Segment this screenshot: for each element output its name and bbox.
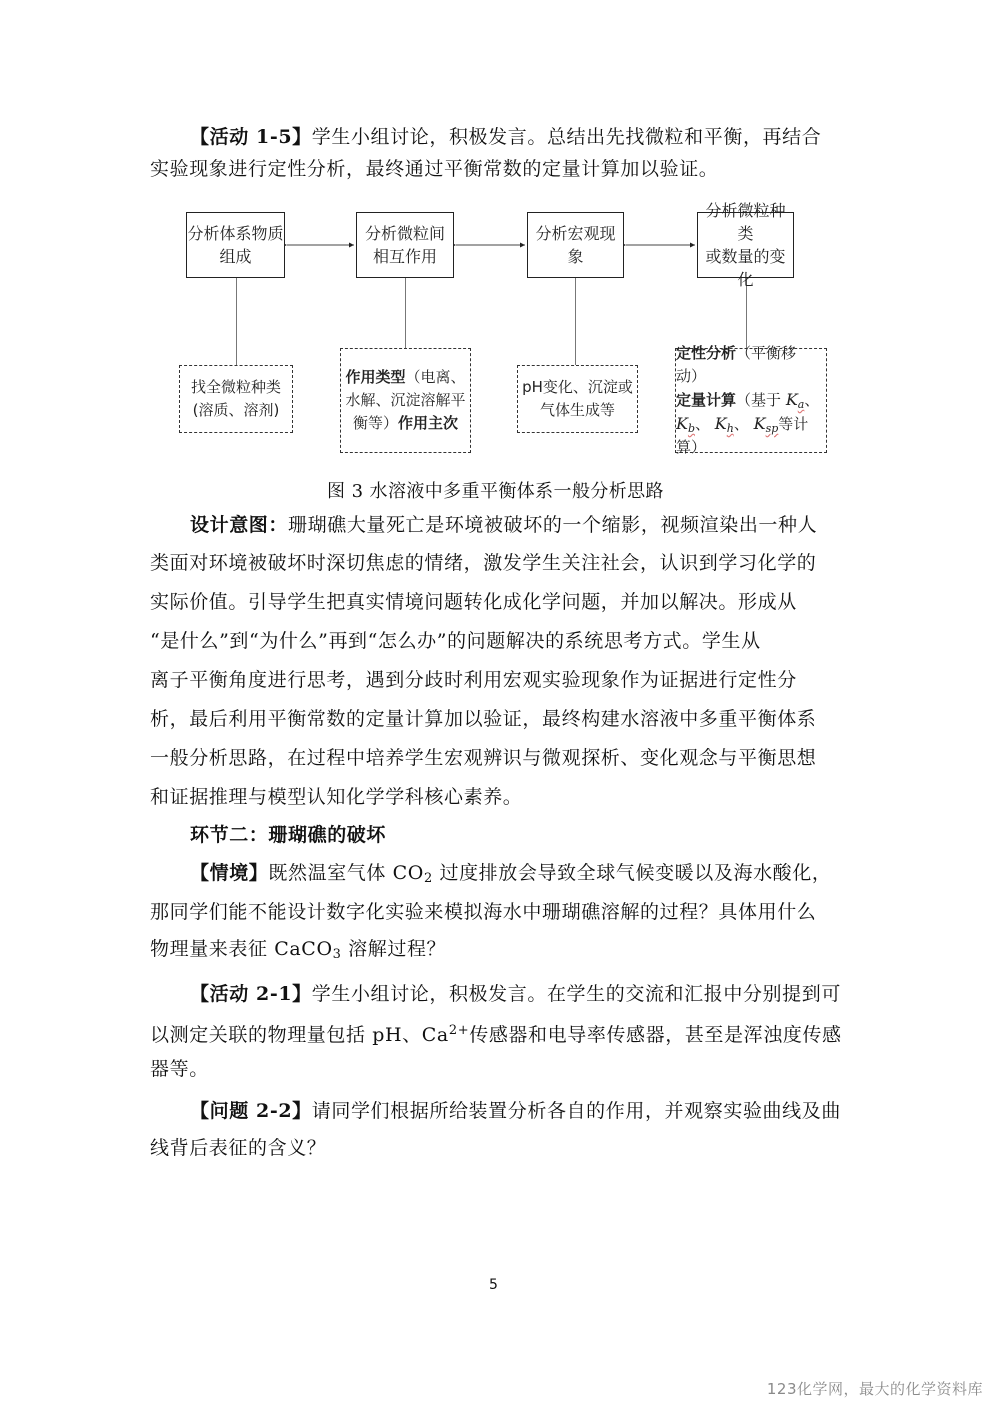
connector-2 [405,277,406,348]
box-text: 分析宏观现象 [535,224,616,266]
subscript: 2 [423,871,433,886]
k-symbol: $K_{sp}$ [753,414,779,435]
box-text: 分析体系物质 [187,224,284,243]
section-heading: 环节二：珊瑚礁的破坏 [190,824,387,846]
box-text: 或数量的变化 [705,247,786,289]
box-text: 等计算） [676,415,809,456]
activity-1-5-line2: 实验现象进行定性分析，最终通过平衡常数的定量计算加以验证。 [150,158,719,180]
activity-tag: 【活动 2-1】 [190,983,312,1005]
bottom-box-interaction-type [340,348,471,453]
text: 传感器和电导率传感器，甚至是浑浊度传感 [469,1024,842,1046]
question-2-2-line2: 线背后表征的含义？ [150,1137,327,1159]
text: 过度排放会导致全球气候变暖以及海水酸化， [432,862,832,884]
activity-2-1-line3: 器等。 [150,1058,209,1080]
text: 溶解过程？ [341,938,447,960]
box-text: 组成 [219,247,252,266]
bottom-box-phenomena [517,365,638,433]
box-text: 气体生成等 [539,401,615,419]
design-intent-line: 一般分析思路，在过程中培养学生宏观辨识与微观探析、变化观念与平衡思想 [150,747,817,769]
connector-1 [236,277,237,365]
top-box-interaction [356,212,454,278]
box-text: pH变化、沉淀或 [522,378,633,396]
bottom-box-particles [179,365,293,433]
activity-tag: 【活动 1-5】 [190,126,312,148]
text: 珊瑚礁大量死亡是环境被破坏的一个缩影，视频渲染出一种人 [288,514,818,536]
top-box-macro [527,212,624,278]
top-box-change [697,201,794,289]
design-intent-label: 设计意图： [190,514,289,536]
box-text: 找全微粒种类 [190,378,281,396]
design-intent-line1 [190,514,890,536]
text: 以测定关联的物理量包括 pH、Ca [150,1024,449,1046]
bold-label: 定量计算 [676,391,737,409]
design-intent-line: 离子平衡角度进行思考，遇到分歧时利用宏观实验现象作为证据进行定性分 [150,669,797,691]
diagram-connectors [0,0,991,470]
k-symbol: $K_a$ [785,390,805,411]
design-intent-line: 类面对环境被破坏时深切焦虑的情绪，激发学生关注社会，认识到学习化学的 [150,552,817,574]
box-text: （平衡移动） [676,344,797,385]
question-2-2-line1 [190,1100,890,1122]
design-intent-line: 实际价值。引导学生把真实情境问题转化成化学问题，并加以解决。形成从 [150,591,797,613]
text: 请同学们根据所给装置分析各自的作用，并观察实验曲线及曲 [311,1100,841,1122]
activity-2-1-line1 [190,983,890,1005]
situation-line1 [190,862,890,884]
figure-caption: 图 3 水溶液中多重平衡体系一般分析思路 [327,481,664,502]
bottom-box-analysis [675,344,827,456]
box-text: （基于 [736,391,782,409]
connector-3 [575,277,576,365]
box-text: 水解、沉淀溶解平 [345,391,466,409]
separator: 、 [695,415,711,433]
top-box-composition [186,212,285,278]
text: 学生小组讨论，积极发言。总结出先找微粒和平衡，再结合 [311,126,822,148]
box-text: 衡等） [352,414,398,432]
separator: 、 [733,415,749,433]
situation-tag: 【情境】 [190,862,269,884]
box-text: 分析微粒种类 [705,201,786,243]
design-intent-line: 析，最后利用平衡常数的定量计算加以验证，最终构建水溶液中多重平衡体系 [150,708,817,730]
question-tag: 【问题 2-2】 [190,1100,312,1122]
superscript: 2+ [448,1023,470,1038]
text: 物理量来表征 CaCO [150,938,333,960]
box-text: 分析微粒间 [364,224,445,243]
box-text: （电离、 [405,368,466,386]
situation-line2: 那同学们能不能设计数字化实验来模拟海水中珊瑚礁溶解的过程？具体用什么 [150,901,817,923]
bold-label: 作用类型 [345,368,406,386]
design-intent-line: “是什么”到“为什么”再到“怎么办”的问题解决的系统思考方式。学生从 [150,630,761,652]
box-text: 相互作用 [372,247,437,266]
k-symbol: $K_h$ [714,414,734,435]
separator: 、 [804,391,820,409]
text: 既然温室气体 CO [268,862,424,884]
watermark: 123化学网，最大的化学资料库 [766,1380,983,1398]
bold-label: 作用主次 [398,414,459,432]
page-number: 5 [489,1277,498,1293]
subscript: 3 [332,947,342,962]
box-text: (溶质、溶剂) [192,401,280,419]
k-symbol: $K_b$ [676,414,695,435]
activity-2-1-line2 [150,1024,850,1046]
bold-label: 定性分析 [676,344,737,362]
situation-line3 [150,938,850,960]
design-intent-line: 和证据推理与模型认知化学学科核心素养。 [150,786,523,808]
text: 学生小组讨论，积极发言。在学生的交流和汇报中分别提到可 [311,983,841,1005]
